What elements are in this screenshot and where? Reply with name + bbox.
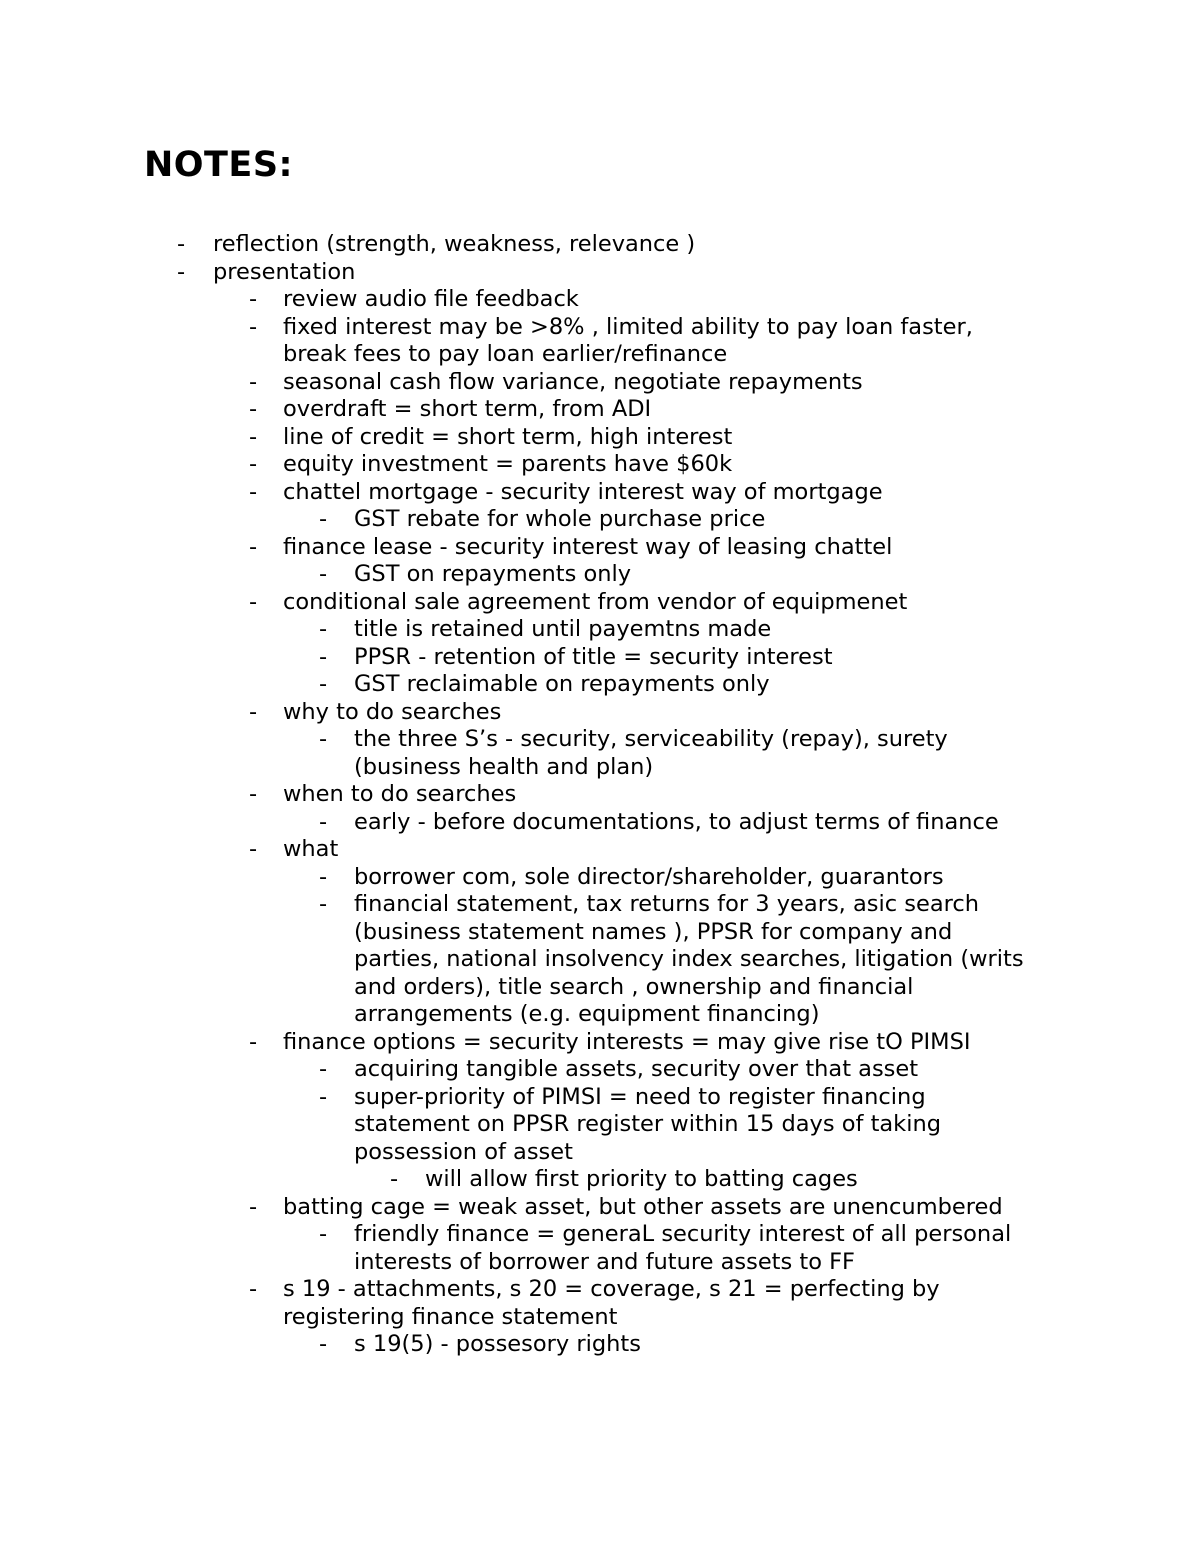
list-item-text	[213, 259, 1200, 287]
text-line: interests of borrower and future assets to FF	[354, 1248, 855, 1275]
bullet-dash: -	[390, 1166, 399, 1192]
text-line: finance lease - security interest way of leasing chattel	[283, 533, 893, 560]
list-item-text	[283, 286, 1200, 314]
list-item-text	[283, 1029, 1200, 1057]
text-line: equity investment = parents have $60k	[283, 451, 733, 477]
list-item-text	[213, 231, 1200, 259]
text-line: reflection (strength, weakness, relevance )	[213, 231, 696, 257]
bullet-dash: -	[177, 231, 186, 257]
bullet-dash: -	[319, 808, 328, 835]
list-item	[0, 506, 1200, 534]
list-item-text	[354, 616, 1200, 644]
list-item-text	[354, 864, 1200, 892]
text-line: s 19 - attachments, s 20 = coverage, s 21 = perfecting by	[283, 1276, 940, 1302]
text-line: statement on PPSR register within 15 days of taking	[354, 1111, 942, 1137]
bullet-dash: -	[249, 396, 258, 422]
text-line: borrower com, sole director/shareholder, guarantors	[354, 863, 944, 890]
text-line: fixed interest may be >8% , limited ability to pay loan faster,	[283, 313, 973, 340]
notes-list	[0, 231, 1200, 1359]
list-item-text	[354, 644, 1200, 672]
list-item	[0, 671, 1200, 699]
text-line: break fees to pay loan earlier/refinance	[283, 341, 728, 367]
bullet-dash: -	[319, 863, 328, 890]
text-line: will allow first priority to batting cages	[425, 1166, 858, 1192]
page-title: NOTES:	[144, 145, 294, 185]
text-line: conditional sale agreement from vendor of equipmenet	[283, 588, 908, 615]
list-item-text	[283, 451, 1200, 479]
list-item	[0, 589, 1200, 617]
text-line: batting cage = weak asset, but other assets are unencumbered	[283, 1193, 1003, 1220]
text-line: early - before documentations, to adjust terms of finance	[354, 808, 999, 835]
list-item-text	[283, 369, 1200, 397]
bullet-dash: -	[319, 506, 328, 532]
bullet-dash: -	[249, 368, 258, 395]
list-item	[0, 259, 1200, 287]
list-item	[0, 809, 1200, 837]
list-item	[0, 479, 1200, 507]
text-line: possession of asset	[354, 1138, 573, 1165]
text-line: chattel mortgage - security interest way of mortgage	[283, 478, 883, 505]
bullet-dash: -	[319, 643, 328, 670]
list-item	[0, 1056, 1200, 1084]
bullet-dash: -	[249, 286, 258, 312]
list-item	[0, 1166, 1200, 1194]
list-item-text	[354, 671, 1200, 699]
list-item-text	[354, 726, 1200, 781]
list-item	[0, 836, 1200, 864]
list-item	[0, 891, 1200, 1029]
text-line: registering finance statement	[283, 1303, 618, 1330]
text-line: what	[283, 836, 339, 862]
text-line: seasonal cash flow variance, negotiate repayments	[283, 368, 863, 395]
list-item-text	[283, 836, 1200, 864]
text-line: PPSR - retention of title = security interest	[354, 643, 833, 670]
bullet-dash: -	[249, 313, 258, 340]
list-item	[0, 781, 1200, 809]
list-item	[0, 231, 1200, 259]
list-item-text	[354, 561, 1200, 589]
list-item	[0, 699, 1200, 727]
bullet-dash: -	[319, 891, 328, 917]
bullet-dash: -	[319, 726, 328, 752]
list-item	[0, 1084, 1200, 1167]
list-item	[0, 726, 1200, 781]
bullet-dash: -	[249, 1028, 258, 1055]
text-line: acquiring tangible assets, security over that asset	[354, 1056, 919, 1082]
text-line: s 19(5) - possesory rights	[354, 1331, 641, 1357]
bullet-dash: -	[319, 1083, 328, 1110]
text-line: arrangements (e.g. equipment financing)	[354, 1001, 820, 1027]
list-item-text	[354, 891, 1200, 1029]
text-line: GST rebate for whole purchase price	[354, 506, 766, 532]
list-item	[0, 314, 1200, 369]
list-item-text	[283, 314, 1200, 369]
list-item	[0, 561, 1200, 589]
bullet-dash: -	[177, 258, 186, 285]
text-line: friendly finance = generaL security interest of all personal	[354, 1221, 1012, 1247]
list-item	[0, 1276, 1200, 1331]
text-line: GST on repayments only	[354, 561, 632, 587]
list-item-text	[354, 1084, 1200, 1167]
list-item	[0, 1221, 1200, 1276]
bullet-dash: -	[249, 1276, 258, 1302]
text-line: (business health and plan)	[354, 753, 654, 780]
list-item-text	[283, 1194, 1200, 1222]
text-line: the three S’s - security, serviceability (repay), surety	[354, 726, 948, 752]
text-line: and orders), title search , ownership and financial	[354, 973, 914, 1000]
list-item-text	[283, 589, 1200, 617]
bullet-dash: -	[249, 1193, 258, 1220]
list-item	[0, 864, 1200, 892]
list-item	[0, 1194, 1200, 1222]
list-item-text	[354, 506, 1200, 534]
bullet-dash: -	[249, 478, 258, 505]
text-line: overdraft = short term, from ADI	[283, 396, 652, 422]
list-item-text	[283, 699, 1200, 727]
list-item-text	[283, 534, 1200, 562]
text-line: presentation	[213, 258, 356, 285]
bullet-dash: -	[249, 781, 258, 807]
list-item	[0, 1331, 1200, 1359]
bullet-dash: -	[249, 533, 258, 560]
list-item-text	[425, 1166, 1200, 1194]
list-item-text	[354, 1056, 1200, 1084]
list-item	[0, 1029, 1200, 1057]
text-line: line of credit = short term, high interest	[283, 423, 733, 450]
list-item	[0, 644, 1200, 672]
list-item	[0, 534, 1200, 562]
bullet-dash: -	[249, 836, 258, 862]
text-line: (business statement names ), PPSR for company and	[354, 918, 953, 945]
text-line: finance options = security interests = may give rise tO PIMSI	[283, 1028, 971, 1055]
bullet-dash: -	[249, 588, 258, 615]
list-item-text	[354, 1221, 1200, 1276]
text-line: GST reclaimable on repayments only	[354, 671, 770, 697]
list-item	[0, 451, 1200, 479]
text-line: financial statement, tax returns for 3 years, asic search	[354, 891, 979, 917]
list-item	[0, 396, 1200, 424]
text-line: why to do searches	[283, 698, 502, 725]
bullet-dash: -	[319, 1331, 328, 1357]
list-item-text	[283, 1276, 1200, 1331]
text-line: when to do searches	[283, 781, 517, 807]
list-item-text	[283, 781, 1200, 809]
bullet-dash: -	[249, 698, 258, 725]
text-line: review audio file feedback	[283, 286, 579, 312]
text-line: parties, national insolvency index searches, litigation (writs	[354, 946, 1024, 972]
list-item-text	[283, 424, 1200, 452]
bullet-dash: -	[319, 561, 328, 587]
list-item-text	[354, 1331, 1200, 1359]
list-item-text	[283, 479, 1200, 507]
bullet-dash: -	[249, 423, 258, 450]
bullet-dash: -	[319, 616, 328, 642]
list-item	[0, 286, 1200, 314]
text-line: super-priority of PIMSI = need to register financing	[354, 1083, 926, 1110]
list-item-text	[283, 396, 1200, 424]
list-item	[0, 616, 1200, 644]
bullet-dash: -	[319, 671, 328, 697]
bullet-dash: -	[319, 1056, 328, 1082]
bullet-dash: -	[319, 1221, 328, 1247]
list-item	[0, 369, 1200, 397]
list-item-text	[354, 809, 1200, 837]
text-line: title is retained until payemtns made	[354, 616, 772, 642]
bullet-dash: -	[249, 451, 258, 477]
list-item	[0, 424, 1200, 452]
